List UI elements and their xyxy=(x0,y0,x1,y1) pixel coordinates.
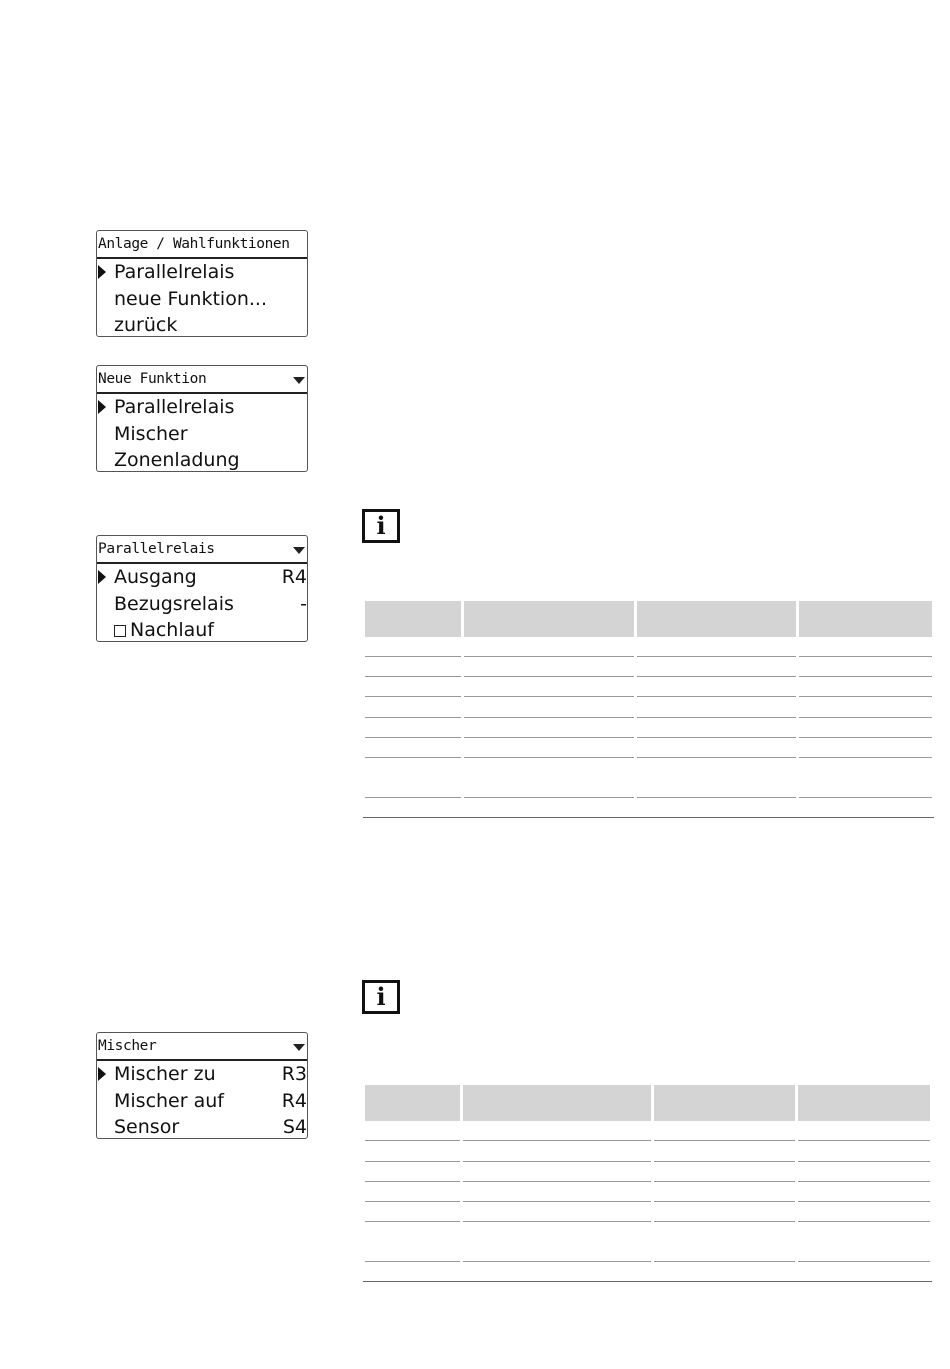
table-row xyxy=(464,696,634,697)
table-row xyxy=(365,797,461,798)
lcd-screen-parallelrelais xyxy=(96,535,308,642)
lcd-title: Parallelrelais xyxy=(97,536,307,564)
info-icon: i xyxy=(362,980,400,1014)
table-row xyxy=(365,696,461,697)
table-row xyxy=(798,1181,930,1182)
table-row xyxy=(799,696,932,697)
nachlauf-checkbox[interactable] xyxy=(114,625,126,637)
cursor-arrow-icon xyxy=(98,570,106,584)
menu-item-parallelrelais[interactable]: Parallelrelais xyxy=(97,394,307,421)
menu-item-sensor[interactable]: Sensor S4 xyxy=(97,1114,307,1141)
table-row xyxy=(637,737,796,738)
lcd-title: Neue Funktion xyxy=(97,366,307,394)
table-bottom-rule xyxy=(363,817,934,818)
table-row xyxy=(365,717,461,718)
table-row xyxy=(799,717,932,718)
menu-item-mischer-auf[interactable]: Mischer auf R4 xyxy=(97,1088,307,1115)
table-row xyxy=(798,1140,930,1141)
table-row xyxy=(654,1221,795,1222)
mischer-auf-value: R4 xyxy=(281,1089,307,1112)
mischer-zu-value: R3 xyxy=(281,1063,307,1085)
table-row xyxy=(464,656,634,657)
table-row xyxy=(654,1140,795,1141)
parameter-table-2 xyxy=(365,1085,930,1285)
table-row xyxy=(463,1201,651,1202)
lcd-screen-mischer xyxy=(96,1032,308,1139)
table-row xyxy=(798,1201,930,1202)
ausgang-value: R4 xyxy=(281,566,307,588)
dropdown-arrow-icon xyxy=(293,377,305,384)
table-row xyxy=(637,797,796,798)
table-row xyxy=(365,1201,460,1202)
menu-item-ausgang[interactable]: Ausgang R4 xyxy=(97,564,307,591)
table-row xyxy=(799,676,932,677)
table-row xyxy=(463,1161,651,1162)
table-row xyxy=(637,717,796,718)
table-row xyxy=(637,676,796,677)
table-row xyxy=(365,1261,460,1262)
table-row xyxy=(365,1221,460,1222)
table-header-cell xyxy=(464,601,634,637)
table-header-cell xyxy=(463,1085,651,1121)
menu-item-zurueck[interactable]: zurück xyxy=(114,314,178,336)
table-row xyxy=(463,1140,651,1141)
menu-item-mischer-zu[interactable]: Mischer zu R3 xyxy=(97,1061,307,1088)
cursor-arrow-icon xyxy=(98,1067,106,1081)
table-row xyxy=(464,737,634,738)
table-row xyxy=(799,757,932,758)
dropdown-arrow-icon xyxy=(293,547,305,554)
table-header-cell xyxy=(798,1085,930,1121)
table-row xyxy=(464,797,634,798)
table-header-cell xyxy=(654,1085,795,1121)
lcd-screen-wahlfunktionen xyxy=(96,230,308,337)
table-row xyxy=(637,656,796,657)
lcd-screen-neue-funktion xyxy=(96,365,308,472)
table-row xyxy=(637,696,796,697)
bezugsrelais-value: - xyxy=(300,592,307,615)
table-header-cell xyxy=(365,1085,460,1121)
table-row xyxy=(654,1201,795,1202)
table-row xyxy=(365,1140,460,1141)
table-row xyxy=(654,1181,795,1182)
parameter-table-1 xyxy=(365,601,932,821)
menu-item-bezugsrelais[interactable]: Bezugsrelais - xyxy=(97,591,307,618)
table-row xyxy=(365,1181,460,1182)
sensor-value: S4 xyxy=(282,1116,307,1138)
table-row xyxy=(799,797,932,798)
table-row xyxy=(464,676,634,677)
info-icon: i xyxy=(362,509,400,543)
table-row xyxy=(365,737,461,738)
table-row xyxy=(463,1181,651,1182)
table-row xyxy=(365,656,461,657)
lcd-title: Anlage / Wahlfunktionen xyxy=(97,231,307,259)
table-row xyxy=(654,1161,795,1162)
menu-item-zonenladung[interactable]: Zonenladung xyxy=(114,449,240,471)
table-row xyxy=(464,757,634,758)
table-row xyxy=(798,1261,930,1262)
table-row xyxy=(463,1261,651,1262)
table-row xyxy=(464,717,634,718)
table-row xyxy=(798,1161,930,1162)
table-header-cell xyxy=(637,601,796,637)
table-row xyxy=(365,757,461,758)
menu-item-mischer[interactable]: Mischer xyxy=(114,422,188,445)
table-row xyxy=(637,757,796,758)
cursor-arrow-icon xyxy=(98,400,106,414)
menu-item-neue-funktion[interactable]: neue Funktion... xyxy=(114,287,267,310)
dropdown-arrow-icon xyxy=(293,1044,305,1051)
table-header-cell xyxy=(365,601,461,637)
table-bottom-rule xyxy=(363,1281,932,1282)
table-row xyxy=(799,737,932,738)
menu-item-parallelrelais[interactable]: Parallelrelais xyxy=(97,259,307,286)
table-row xyxy=(365,676,461,677)
table-row xyxy=(463,1221,651,1222)
table-header-cell xyxy=(799,601,932,637)
table-row xyxy=(365,1161,460,1162)
lcd-title: Mischer xyxy=(97,1033,307,1061)
table-row xyxy=(799,656,932,657)
menu-item-nachlauf[interactable]: Nachlauf xyxy=(97,617,307,644)
table-row xyxy=(654,1261,795,1262)
cursor-arrow-icon xyxy=(98,265,106,279)
table-row xyxy=(798,1221,930,1222)
